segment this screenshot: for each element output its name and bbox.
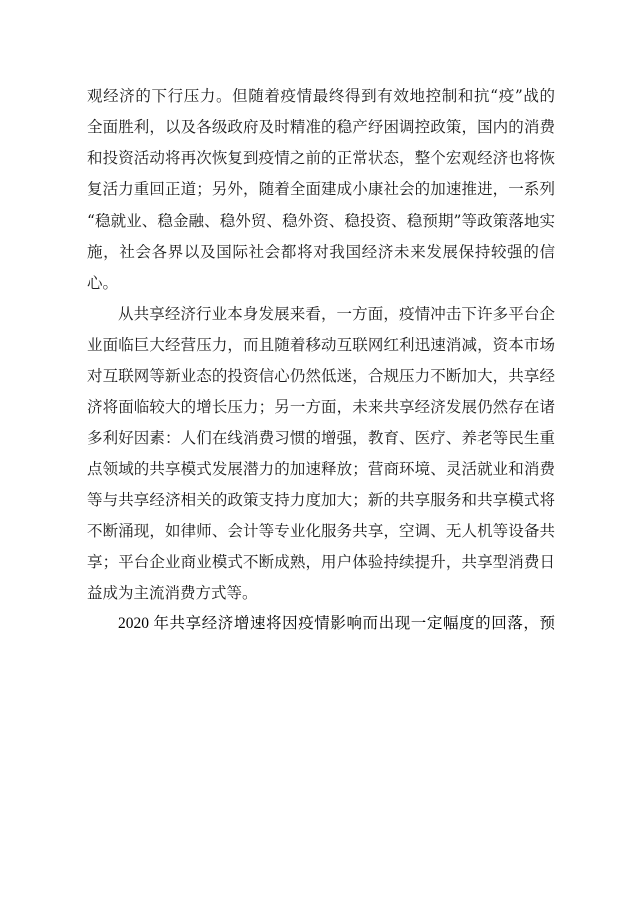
paragraph-line: 对互联网等新业态的投资信心仍然低迷，合规压力不断加大，共享经 — [87, 367, 555, 385]
paragraph-line: 业面临巨大经营压力，而且随着移动互联网红利迅速消减，资本市场 — [87, 336, 555, 354]
paragraph-line: 济将面临较大的增长压力；另一方面，未来共享经济发展仍然存在诸 — [87, 398, 555, 416]
paragraph-line: 等与共享经济相关的政策支持力度加大；新的共享服务和共享模式将 — [87, 491, 555, 509]
paragraph-line: 享；平台企业商业模式不断成熟，用户体验持续提升，共享型消费日 — [87, 553, 555, 571]
paragraph-line: 从共享经济行业本身发展来看，一方面，疫情冲击下许多平台企 — [118, 305, 555, 323]
paragraph-line: 心。 — [87, 274, 119, 292]
paragraph-line: 观经济的下行压力。但随着疫情最终得到有效地控制和抗“疫”战的 — [87, 87, 555, 105]
paragraph-line: 施，社会各界以及国际社会都将对我国经济未来发展保持较强的信 — [87, 243, 555, 261]
paragraph-line: 不断涌现，如律师、会计等专业化服务共享，空调、无人机等设备共 — [87, 522, 555, 540]
paragraph-line: 复活力重回正道；另外，随着全面建成小康社会的加速推进，一系列 — [87, 180, 555, 198]
paragraph-line: 2020 年共享经济增速将因疫情影响而出现一定幅度的回落，预 — [118, 615, 555, 632]
paragraph-line: 多利好因素：人们在线消费习惯的增强，教育、医疗、养老等民生重 — [87, 429, 555, 447]
paragraph-line: 和投资活动将再次恢复到疫情之前的正常状态，整个宏观经济也将恢 — [87, 149, 555, 167]
paragraph-line: 点领域的共享模式发展潜力的加速释放；营商环境、灵活就业和消费 — [87, 460, 555, 478]
paragraph-line: 益成为主流消费方式等。 — [87, 584, 258, 602]
paragraph-line: 全面胜利，以及各级政府及时精准的稳产纾困调控政策，国内的消费 — [87, 118, 555, 136]
paragraph-line: “稳就业、稳金融、稳外贸、稳外资、稳投资、稳预期”等政策落地实 — [87, 212, 555, 230]
